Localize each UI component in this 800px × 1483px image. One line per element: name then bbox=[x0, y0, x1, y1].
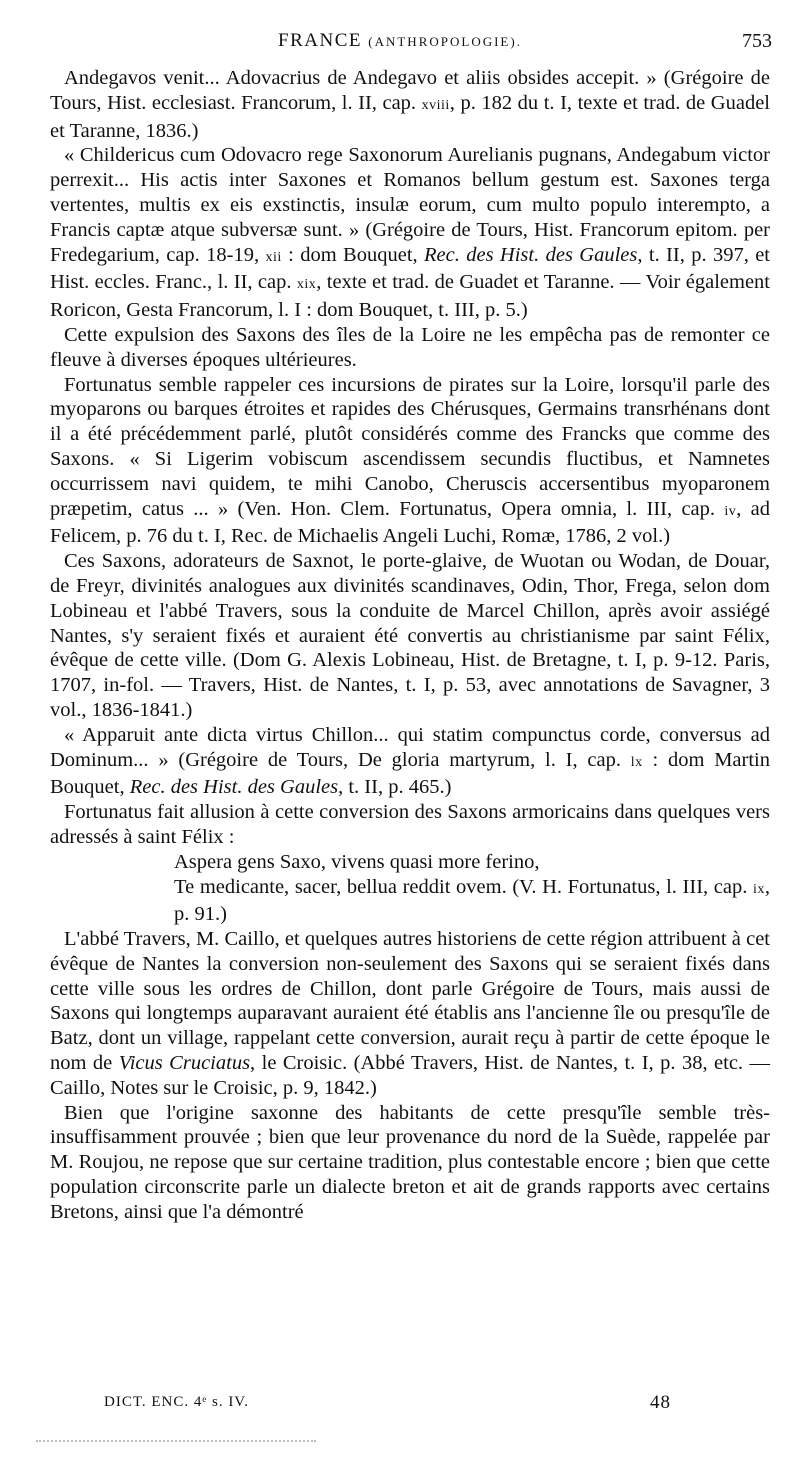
paragraph: « Apparuit ante dicta virtus Chillon... qui statim compunctus corde, conversus ad Dominum... » (Grégoire de Tours, De gloria martyrum, l. I, cap. lx : dom Martin Bouquet, Rec. des Hist. des Gaules, t. II, p. 465.) bbox=[50, 723, 770, 799]
running-title-sub: (ANTHROPOLOGIE). bbox=[368, 34, 522, 49]
paragraph: Cette expulsion des Saxons des îles de la Loire ne les empêcha pas de remonter ce fleuve à diverses époques ultérieures. bbox=[50, 323, 770, 371]
page-footer bbox=[104, 1394, 704, 1420]
roman-numeral: xix bbox=[296, 277, 317, 293]
italic-title: Rec. des Hist. des Gaules bbox=[424, 243, 638, 266]
running-title bbox=[0, 30, 800, 52]
roman-numeral: xviii bbox=[421, 97, 450, 113]
sheet-number: 48 bbox=[650, 1392, 671, 1413]
signature-mark: DICT. ENC. 4ᵉ s. IV. bbox=[104, 1394, 249, 1410]
paragraph: L'abbé Travers, M. Caillo, et quelques autres historiens de cette région attribuent à cet évêque de Nantes la conversion non-seulement des Saxons qui se seraient fixés dans cette ville sous les ordres de Chillon, dont parle Grégoire de Tours, mais aussi de Saxons qui longtemps auparavant auraient été établis ans l'ancienne île ou presqu'île de Batz, dont un village, rappelant cette conversion, aurait reçu à partir de cette époque le nom de Vicus Cruciatus, le Croisic. (Abbé Travers, Hist. de Nantes, t. I, p. 38, etc. — Caillo, Notes sur le Croisic, p. 9, 1842.) bbox=[50, 928, 770, 1099]
paragraph: Fortunatus fait allusion à cette conversion des Saxons armoricains dans quelques vers adressés à saint Félix : bbox=[50, 801, 770, 848]
roman-numeral: ix bbox=[752, 881, 765, 897]
bleed-through-marks bbox=[36, 1440, 316, 1446]
roman-numeral: xii bbox=[265, 249, 282, 265]
page-number: 753 bbox=[742, 30, 772, 52]
running-title-main: FRANCE bbox=[278, 30, 363, 51]
paragraph: Ces Saxons, adorateurs de Saxnot, le porte-glaive, de Wuotan ou Wodan, de Douar, de Freyr, divinités analogues aux divinités scandinaves, Odin, Thor, Frega, selon dom Lobineau et l'abbé Travers, sous la conduite de Marcel Chillon, après avoir assiégé Nantes, s'y seraient fixés et auraient été convertis au christianisme par saint Félix, évêque de cette ville. (Dom G. Alexis Lobineau, Hist. de Bretagne, t. I, p. 9-12. Paris, 1707, in-fol. — Travers, Hist. de Nantes, t. I, p. 53, avec annotations de Savagner, 3 vol., 1836-1841.) bbox=[50, 550, 770, 721]
italic-title: Rec. des Hist. des Gaules bbox=[129, 776, 339, 799]
paragraph: Andegavos venit... Adovacrius de Andegavo et aliis obsides accepit. » (Grégoire de Tours, Hist. ecclesiast. Francorum, l. II, cap. xviii, p. 182 du t. I, texte et trad. de Guadel et Taranne, 1836.) bbox=[50, 67, 770, 142]
roman-numeral: iv bbox=[724, 503, 737, 519]
verse-line: Aspera gens Saxo, vivens quasi more ferino, bbox=[174, 850, 540, 873]
italic-title: Vicus Cruciatus bbox=[118, 1052, 251, 1075]
paragraph: Bien que l'origine saxonne des habitants de cette presqu'île semble très-insuffisamment prouvée ; bien que leur provenance du nord de la Suède, rappelée par M. Roujou, ne repose que sur certaine tradition, plus contestable encore ; bien que cette population circonscrite parle un dialecte breton et ait de grands rapports avec certains Bretons, ainsi que l'a démontré bbox=[50, 1101, 770, 1223]
roman-numeral: lx bbox=[630, 754, 643, 770]
running-head bbox=[0, 30, 800, 56]
paragraph: Fortunatus semble rappeler ces incursions de pirates sur la Loire, lorsqu'il parle des myoparons ou barques étroites et rapides des Chérusques, Germains transrhénans dont il a été précédemment parlé, plutôt considérés comme des Francks que comme des Saxons. « Si Ligerim vobiscum ascendissem secundis fluctibus, et Namnetes occurrissem navi quidem, te mihi Canobo, Cheruscis accersentibus myoparonem præpetim, catus ... » (Ven. Hon. Clem. Fortunatus, Opera omnia, l. III, cap. iv, ad Felicem, p. 76 du t. I, Rec. de Michaelis Angeli Luchi, Romæ, 1786, 2 vol.) bbox=[50, 373, 770, 548]
verse-line: Te medicante, sacer, bellua reddit ovem. (V. H. Fortunatus, l. III, cap. ix, p. 91.) bbox=[174, 875, 770, 926]
body-text bbox=[50, 66, 770, 1225]
paragraph: « Childericus cum Odovacro rege Saxonorum Aurelianis pugnans, Andegabum victor perrexit... His actis inter Saxones et Romanos bellum gestum est. Saxones terga vertentes, multis ex eis exstinctis, insulæ eorum, cum multo populo interempto, a Francis captæ atque subversæ sunt. » (Grégoire de Tours, Hist. Francorum epitom. per Fredegarium, cap. 18-19, xii : dom Bouquet, Rec. des Hist. des Gaules, t. II, p. 397, et Hist. eccles. Franc., l. II, cap. xix, texte et trad. de Guadet et Taranne. — Voir également Roricon, Gesta Francorum, l. I : dom Bouquet, t. III, p. 5.) bbox=[50, 144, 770, 322]
